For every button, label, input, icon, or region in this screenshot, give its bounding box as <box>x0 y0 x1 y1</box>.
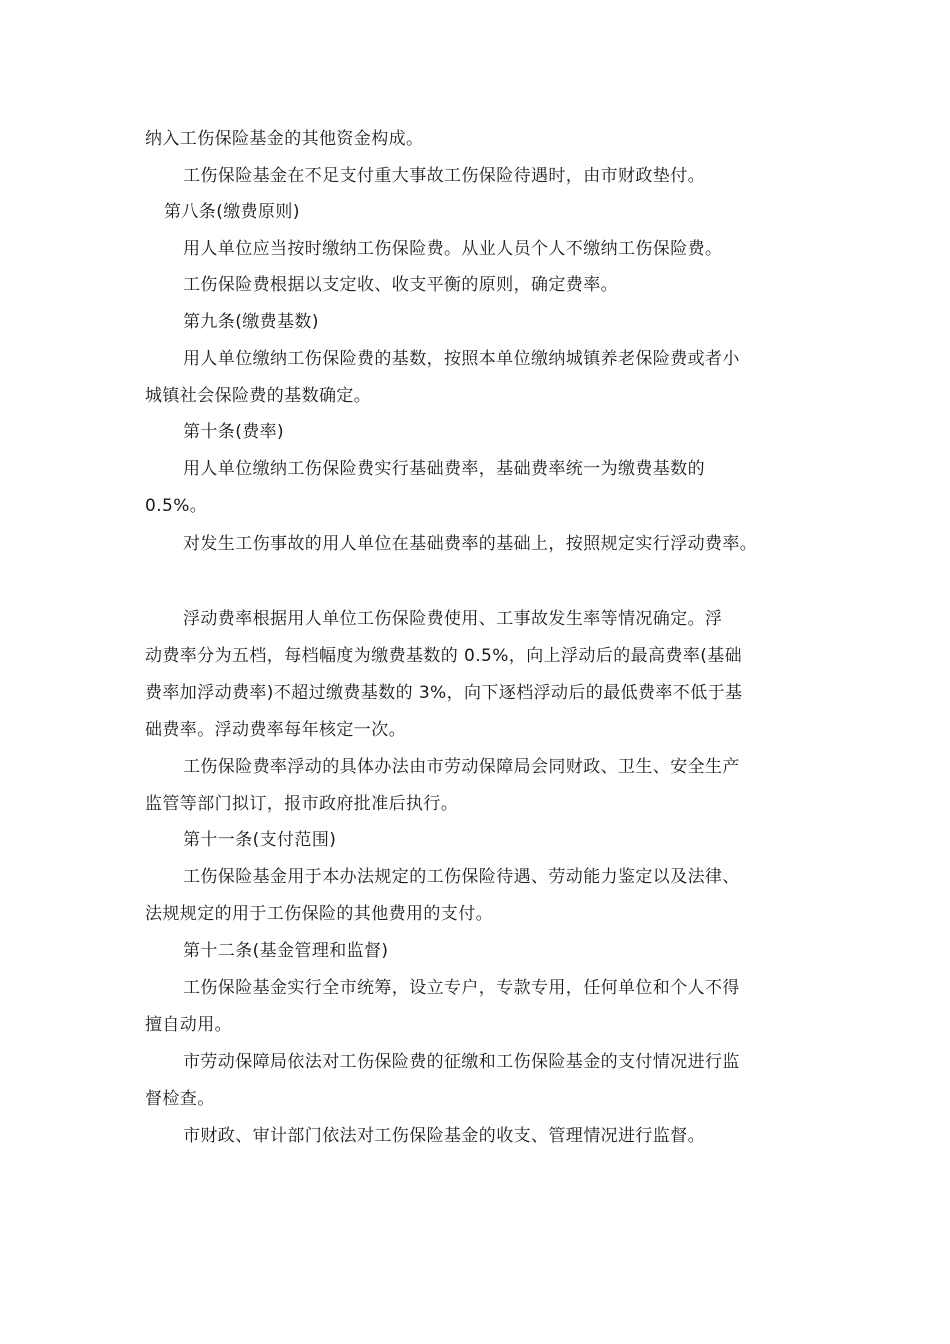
text-line: 督检查。 <box>145 1089 215 1109</box>
article-heading: 第九条(缴费基数) <box>183 312 319 332</box>
text-line: 动费率分为五档，每档幅度为缴费基数的 0.5%，向上浮动后的最高费率(基础 <box>145 646 743 666</box>
article-heading: 第十二条(基金管理和监督) <box>183 941 389 961</box>
article-heading: 第十一条(支付范围) <box>183 830 337 850</box>
text-line: 用人单位应当按时缴纳工伤保险费。从业人员个人不缴纳工伤保险费。 <box>183 239 723 259</box>
text-line: 础费率。浮动费率每年核定一次。 <box>145 720 406 740</box>
text-line: 工伤保险基金用于本办法规定的工伤保险待遇、劳动能力鉴定以及法律、 <box>183 867 740 887</box>
text-line: 纳入工伤保险基金的其他资金构成。 <box>145 129 424 149</box>
text-line: 浮动费率根据用人单位工伤保险费使用、工事故发生率等情况确定。浮 <box>183 609 723 629</box>
text-line: 工伤保险费根据以支定收、收支平衡的原则，确定费率。 <box>183 275 618 295</box>
text-line: 费率加浮动费率)不超过缴费基数的 3%，向下逐档浮动后的最低费率不低于基 <box>145 683 743 703</box>
article-heading: 第八条(缴费原则) <box>164 202 300 222</box>
text-line: 对发生工伤事故的用人单位在基础费率的基础上，按照规定实行浮动费率。 <box>183 534 758 554</box>
text-line: 0.5%。 <box>145 496 208 516</box>
text-line: 市财政、审计部门依法对工伤保险基金的收支、管理情况进行监督。 <box>183 1126 705 1146</box>
text-line: 工伤保险费率浮动的具体办法由市劳动保障局会同财政、卫生、安全生产 <box>183 757 740 777</box>
text-line: 用人单位缴纳工伤保险费实行基础费率，基础费率统一为缴费基数的 <box>183 459 705 479</box>
text-line: 工伤保险基金实行全市统筹，设立专户，专款专用，任何单位和个人不得 <box>183 978 740 998</box>
text-line: 市劳动保障局依法对工伤保险费的征缴和工伤保险基金的支付情况进行监 <box>183 1052 740 1072</box>
article-heading: 第十条(费率) <box>183 422 285 442</box>
text-line: 监管等部门拟订，报市政府批准后执行。 <box>145 794 459 814</box>
text-line: 法规规定的用于工伤保险的其他费用的支付。 <box>145 904 493 924</box>
text-line: 擅自动用。 <box>145 1015 232 1035</box>
text-line: 工伤保险基金在不足支付重大事故工伤保险待遇时，由市财政垫付。 <box>183 166 705 186</box>
text-line: 城镇社会保险费的基数确定。 <box>145 386 372 406</box>
text-line: 用人单位缴纳工伤保险费的基数，按照本单位缴纳城镇养老保险费或者小 <box>183 349 740 369</box>
